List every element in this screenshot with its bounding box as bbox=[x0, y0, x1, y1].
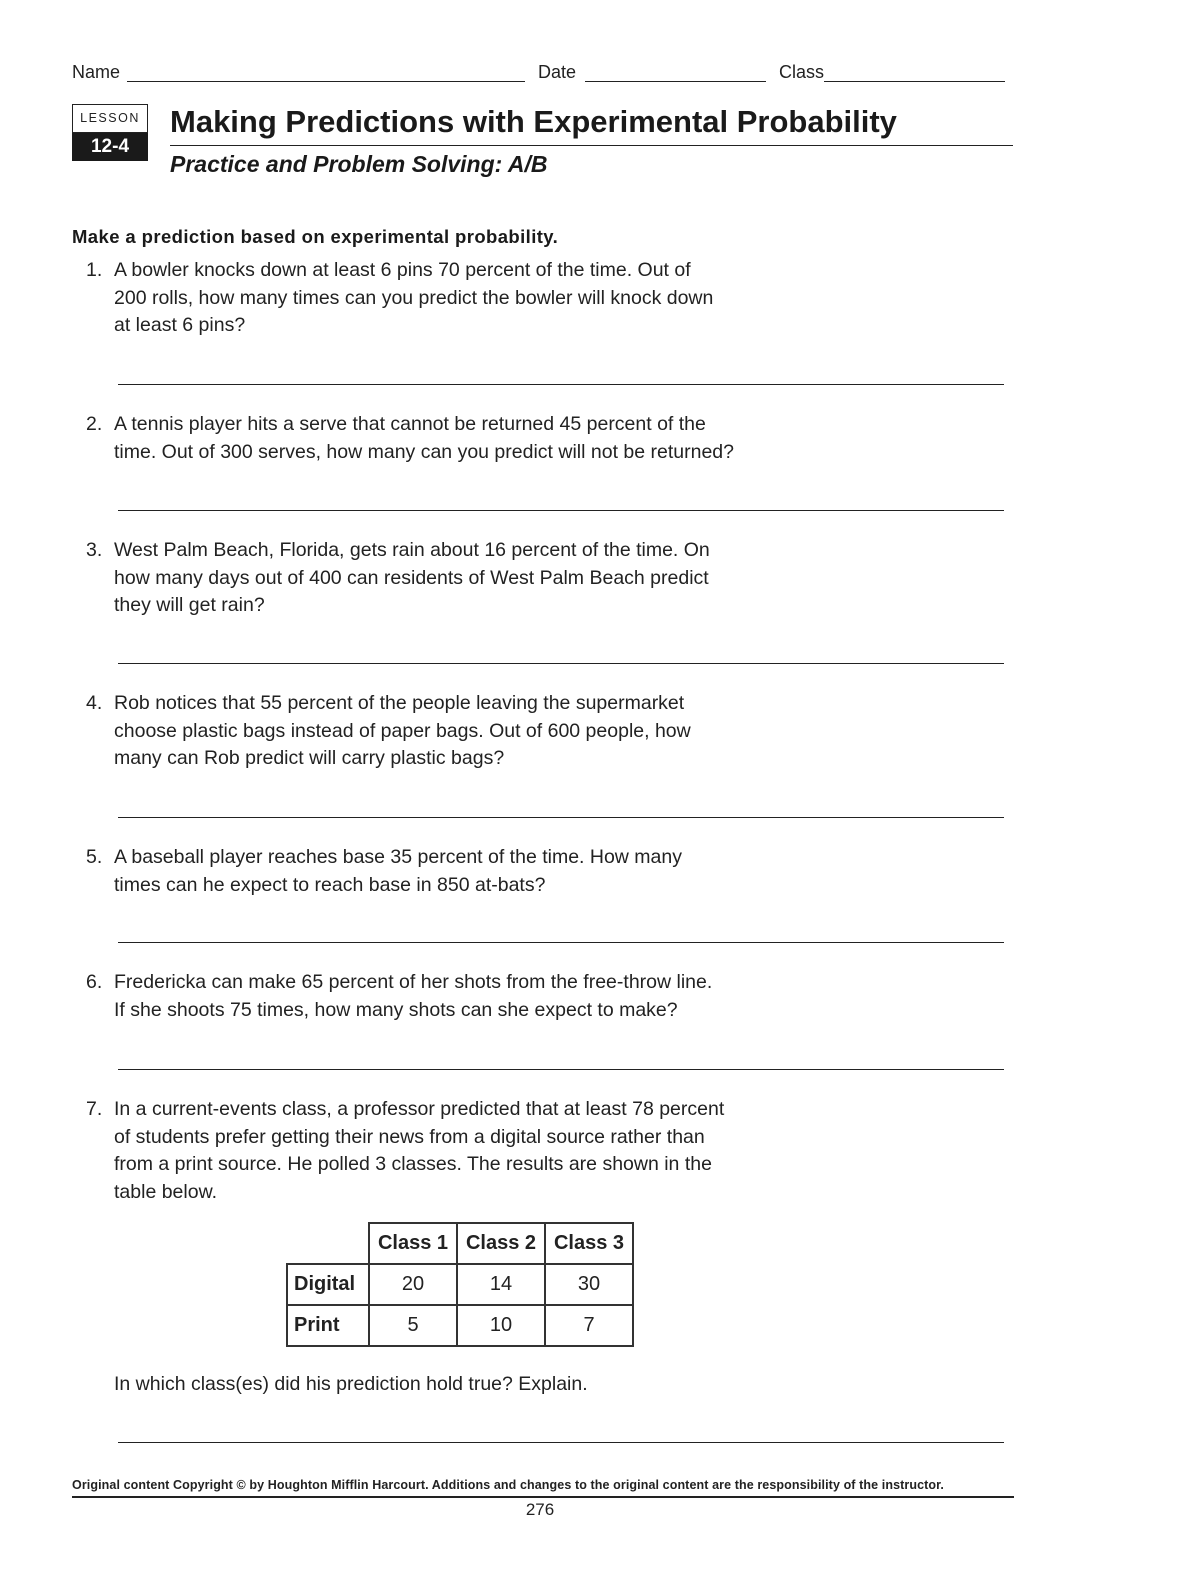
question-line: many can Rob predict will carry plastic bags? bbox=[114, 747, 505, 769]
page-subtitle: Practice and Problem Solving: A/B bbox=[170, 151, 548, 177]
class-field[interactable] bbox=[824, 81, 1005, 82]
instructions: Make a prediction based on experimental probability. bbox=[72, 226, 559, 247]
question-text bbox=[114, 969, 834, 1024]
page-title: Making Predictions with Experimental Probability bbox=[170, 104, 897, 139]
answer-line-7[interactable] bbox=[118, 1442, 1004, 1443]
table-cell: 10 bbox=[457, 1305, 545, 1346]
question-text bbox=[114, 844, 834, 899]
lesson-number: 12-4 bbox=[72, 133, 148, 161]
question-line: they will get rain? bbox=[114, 594, 265, 616]
lesson-label: LESSON bbox=[72, 104, 148, 133]
question-line: If she shoots 75 times, how many shots can she expect to make? bbox=[114, 998, 678, 1021]
table-cell: 5 bbox=[369, 1305, 457, 1346]
question-line: West Palm Beach, Florida, gets rain about 16 percent of the time. On bbox=[114, 539, 710, 561]
question-text bbox=[114, 411, 834, 466]
table-cell: 30 bbox=[545, 1264, 633, 1305]
question-number: 1. bbox=[86, 259, 103, 281]
copyright-footer: Original content Copyright © by Houghton Mifflin Harcourt. Additions and changes to the original content are the responsibility of the instructor. bbox=[72, 1478, 944, 1492]
table-header-cell: Class 3 bbox=[545, 1223, 633, 1264]
page-number: 276 bbox=[525, 1500, 555, 1519]
class-label: Class bbox=[779, 62, 825, 82]
question-line: choose plastic bags instead of paper bags. Out of 600 people, how bbox=[114, 719, 691, 742]
question-line: Rob notices that 55 percent of the people leaving the supermarket bbox=[114, 692, 685, 714]
name-field[interactable] bbox=[127, 81, 525, 82]
name-label: Name bbox=[72, 62, 121, 82]
date-field[interactable] bbox=[585, 81, 766, 82]
question-line: times can he expect to reach base in 850 at-bats? bbox=[114, 873, 546, 896]
question-number: 5. bbox=[86, 846, 103, 868]
table-row-header: Print bbox=[287, 1305, 369, 1346]
answer-line-5[interactable] bbox=[118, 942, 1004, 943]
question-text bbox=[114, 257, 834, 340]
table-cell: 14 bbox=[457, 1264, 545, 1305]
question-line: Fredericka can make 65 percent of her shots from the free-throw line. bbox=[114, 971, 713, 993]
question-line: of students prefer getting their news from a digital source rather than bbox=[114, 1125, 705, 1148]
question-line: A baseball player reaches base 35 percent of the time. How many bbox=[114, 846, 682, 868]
question-line: A tennis player hits a serve that cannot be returned 45 percent of the bbox=[114, 413, 706, 435]
answer-line-6[interactable] bbox=[118, 1069, 1004, 1070]
question-number: 7. bbox=[86, 1098, 103, 1120]
table-cell: 7 bbox=[545, 1305, 633, 1346]
question-line: table below. bbox=[114, 1180, 217, 1203]
question-line: 200 rolls, how many times can you predict the bowler will knock down bbox=[114, 286, 714, 309]
date-label: Date bbox=[538, 62, 577, 82]
question-line: from a print source. He polled 3 classes. The results are shown in the bbox=[114, 1153, 712, 1175]
question-text bbox=[114, 1096, 834, 1206]
question-line: In a current-events class, a professor predicted that at least 78 percent bbox=[114, 1098, 725, 1120]
question-line: A bowler knocks down at least 6 pins 70 percent of the time. Out of bbox=[114, 259, 691, 281]
footer-rule bbox=[72, 1496, 1014, 1498]
table-row bbox=[287, 1305, 633, 1346]
table-row bbox=[287, 1264, 633, 1305]
answer-line-3[interactable] bbox=[118, 663, 1004, 664]
table-header-cell: Class 1 bbox=[369, 1223, 457, 1264]
table-header-cell: Class 2 bbox=[457, 1223, 545, 1264]
table-cell: 20 bbox=[369, 1264, 457, 1305]
explain-prompt: In which class(es) did his prediction hold true? Explain. bbox=[114, 1373, 588, 1395]
table-row-header: Digital bbox=[287, 1264, 369, 1305]
title-rule bbox=[170, 145, 1013, 146]
question-number: 2. bbox=[86, 413, 103, 435]
answer-line-1[interactable] bbox=[118, 384, 1004, 385]
question-number: 4. bbox=[86, 692, 103, 714]
question-line: time. Out of 300 serves, how many can you predict will not be returned? bbox=[114, 440, 734, 463]
question-text bbox=[114, 537, 834, 620]
answer-line-2[interactable] bbox=[118, 510, 1004, 511]
table-header-row bbox=[287, 1223, 633, 1264]
question-line: at least 6 pins? bbox=[114, 314, 246, 336]
results-table bbox=[286, 1222, 634, 1347]
question-number: 6. bbox=[86, 971, 103, 993]
lesson-badge bbox=[72, 104, 148, 160]
question-text bbox=[114, 690, 834, 773]
question-number: 3. bbox=[86, 539, 103, 561]
question-line: how many days out of 400 can residents of West Palm Beach predict bbox=[114, 566, 709, 589]
answer-line-4[interactable] bbox=[118, 817, 1004, 818]
table-corner bbox=[287, 1223, 369, 1264]
